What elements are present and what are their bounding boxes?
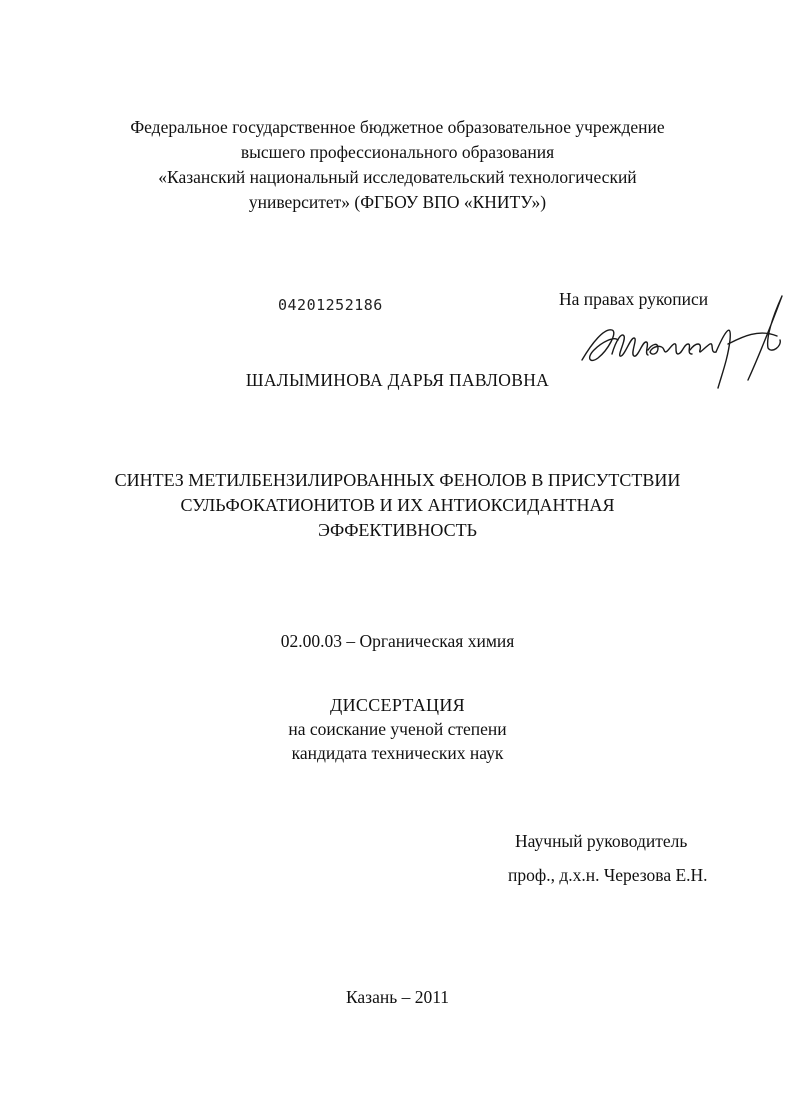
institution-line-1: Федеральное государственное бюджетное образовательное учреждение [130,117,665,137]
specialty-code: 02.00.03 – Органическая химия [280,631,515,651]
archive-number: 04201252186 [278,296,383,314]
title-line-1: СИНТЕЗ МЕТИЛБЕНЗИЛИРОВАННЫХ ФЕНОЛОВ В ПРИСУТСТВИИ [114,470,681,490]
city-year: Казань – 2011 [345,987,450,1007]
advisor-name: проф., д.х.н. Черезова Е.Н. [508,865,708,885]
title-line-3: ЭФФЕКТИВНОСТЬ [318,520,477,540]
title-line-2: СУЛЬФОКАТИОНИТОВ И ИХ АНТИОКСИДАНТНАЯ [180,495,615,515]
author-name: ШАЛЫМИНОВА ДАРЬЯ ПАВЛОВНА [245,370,550,390]
dissertation-title [0,468,795,543]
institution-line-4: университет» (ФГБОУ ВПО «КНИТУ») [248,192,547,212]
institution-header [0,115,795,215]
dissertation-label-block [0,693,795,765]
manuscript-note: На правах рукописи [559,289,709,309]
institution-line-3: «Казанский национальный исследовательский технологический [158,167,637,187]
advisor-label: Научный руководитель [515,831,688,851]
degree-line-1: на соискание ученой степени [288,719,507,739]
institution-line-2: высшего профессионального образования [240,142,555,162]
dissertation-label: ДИССЕРТАЦИЯ [330,695,465,715]
degree-line-2: кандидата технических наук [291,743,504,763]
